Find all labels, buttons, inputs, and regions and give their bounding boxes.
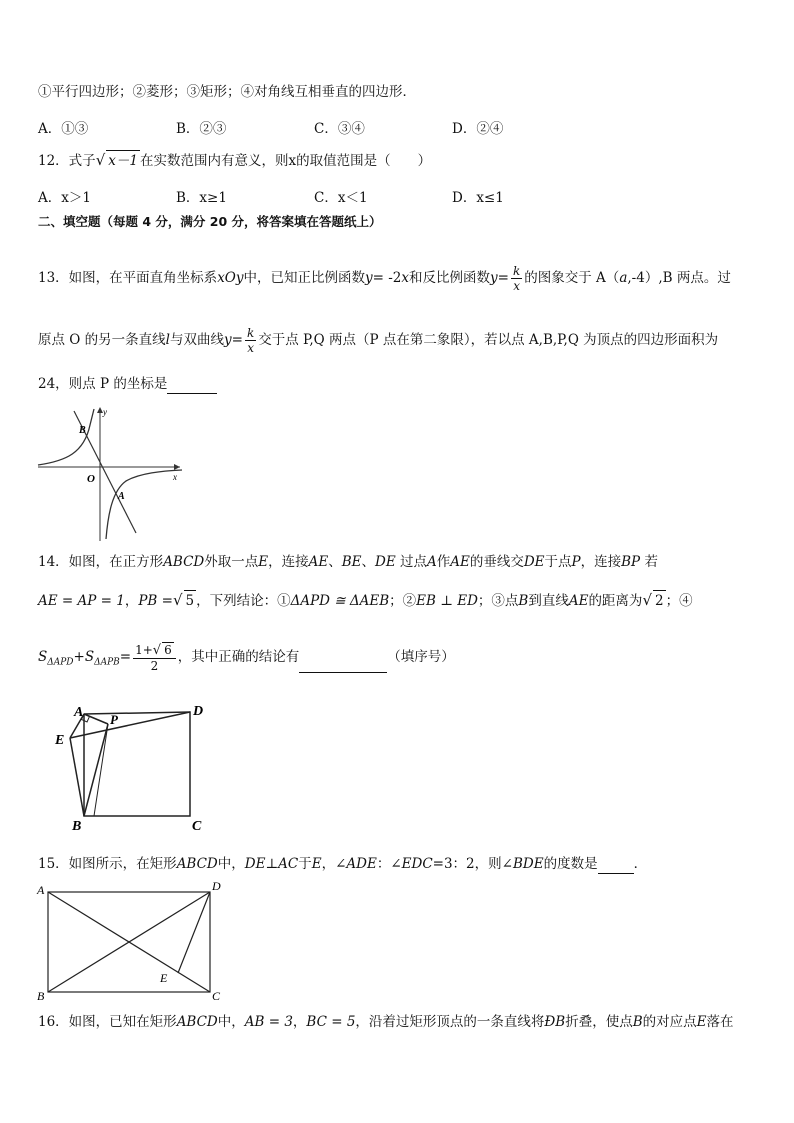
- q13-answer-blank: [167, 379, 217, 394]
- q14-square-figure: [50, 698, 220, 834]
- q15-rectangle-figure: [34, 878, 230, 1004]
- section-heading: 二、填空题（每题 4 分，满分 20 分，将答案填在答题纸上）: [38, 214, 382, 229]
- q13-line3: 24，则点 P 的坐标是: [38, 374, 217, 394]
- q12-stem: 12．式子√ x－1 在实数范围内有意义，则x的取值范围是（ ）: [38, 151, 432, 169]
- q14-answer-blank: [299, 658, 387, 673]
- label-d: D: [193, 704, 204, 719]
- q11-option-b: B．②③: [176, 121, 227, 137]
- q15-stem: 15．如图所示，在矩形ABCD中，DE⊥AC于E，∠ADE：∠EDC=3：2，则∠BDE的度数是 ．: [38, 856, 648, 872]
- label-point-b: B: [79, 425, 86, 436]
- q12-radicand: x－1: [106, 150, 140, 171]
- label-b: B: [72, 819, 82, 834]
- q12-option-c: C．x＜1: [314, 190, 368, 206]
- label-y: y: [103, 407, 107, 417]
- label-e: E: [55, 733, 65, 748]
- label-a: A: [37, 883, 45, 897]
- label-b: B: [37, 989, 45, 1003]
- label-e: E: [160, 971, 168, 985]
- q11-text: ①平行四边形；②菱形；③矩形；④对角线互相垂直的四边形．: [38, 84, 416, 100]
- square-abcd: [84, 712, 190, 816]
- q16-stem: 16．如图，已知在矩形ABCD中，AB = 3，BC = 5，沿着过矩形顶点的一条直线将ÐB折叠，使点B的对应点E落在: [38, 1014, 734, 1030]
- segment-be: [70, 738, 84, 816]
- label-c: C: [212, 989, 221, 1003]
- q15-answer-blank: [598, 859, 634, 874]
- q13-graph: [36, 405, 184, 543]
- q13-line2: 原点 O 的另一条直线l与双曲线y= $\frac{k}{x}$ 交于点 P,Q 两点（P 点在第二象限），若以点 A,B,P,Q 为顶点的四边形面积为: [38, 326, 719, 355]
- label-x: x: [173, 472, 177, 482]
- q14-line2: AE = AP = 1，PB =√ 5 ，下列结论：①ΔAPD ≅ ΔAEB；②EB ⊥ ED；③点B到直线AE的距离为√ 2 ；④: [38, 591, 693, 609]
- q11-option-a: A．①③: [38, 121, 89, 137]
- label-c: C: [192, 819, 202, 834]
- q11-option-c: C．③④: [314, 121, 365, 137]
- q13-line1: 13．如图，在平面直角坐标系xOy中，已知正比例函数y= -2x和反比例函数y= $\frac{k}{x}$ 的图象交于 A（a,-4）,B 两点。过: [38, 264, 731, 293]
- label-p: P: [110, 712, 118, 727]
- q12-option-b: B．x≥1: [176, 190, 227, 206]
- q11-option-d: D．②④: [452, 121, 504, 137]
- segment-de: [178, 892, 210, 973]
- hyperbola-branch-4: [106, 470, 182, 539]
- q14-line3: $S_{\Delta APD}+S_{\Delta APB}=$ $\frac{1+√ 6}{2}$ ，其中正确的结论有 （填序号）: [38, 643, 455, 673]
- label-d: D: [212, 879, 221, 893]
- q12-option-a: A．x＞1: [38, 190, 91, 206]
- q12-option-d: D．x≤1: [452, 190, 504, 206]
- label-origin: O: [87, 473, 95, 485]
- label-a: A: [74, 705, 84, 720]
- label-point-a: A: [118, 491, 125, 502]
- hyperbola-branch-2: [38, 409, 94, 465]
- x-axis-arrow: [174, 464, 180, 470]
- q14-line1: 14．如图，在正方形ABCD外取一点E，连接AE、BE、DE 过点A作AE的垂线交DE于点P，连接BP 若: [38, 554, 658, 570]
